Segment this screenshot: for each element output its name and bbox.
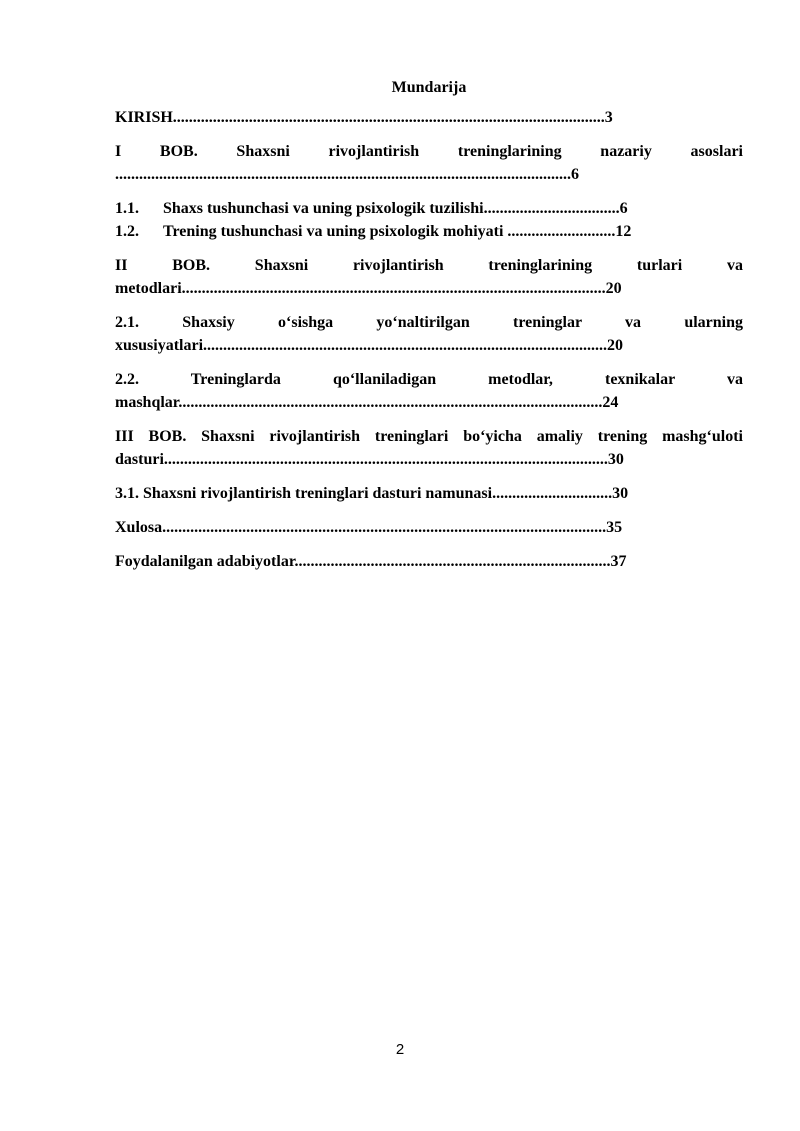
toc-entry-label: Trening tushunchasi va uning psixologik mohiyati ...........................12 (163, 223, 632, 240)
toc-entry-3-1: 3.1. Shaxsni rivojlantirish treninglari dasturi namunasi..............................30 (115, 485, 629, 502)
toc-entry-label: Shaxs tushunchasi va uning psixologik tuzilishi..................................6 (163, 200, 628, 217)
toc-title: Mundarija (391, 79, 467, 96)
toc-entry-number: 1.1. (115, 200, 139, 217)
toc-entry-1-1 (115, 197, 743, 220)
toc-entry-1-2 (115, 220, 743, 243)
toc-entry-number: 1.2. (115, 223, 139, 240)
table-of-contents (115, 76, 743, 573)
toc-entry-chapter-2: II BOB. Shaxsni rivojlantirish treninglarining turlari va metodlari..........................................................................................................20 (115, 257, 743, 297)
toc-entry-chapter-3: III BOB. Shaxsni rivojlantirish treninglari bo‘yicha amaliy trening mashg‘uloti dasturi...............................................................................................................30 (115, 428, 743, 468)
toc-entry-2-2: 2.2. Treninglarda qo‘llaniladigan metodlar, texnikalar va mashqlar..........................................................................................................24 (115, 371, 743, 411)
toc-entry-2-1: 2.1. Shaxsiy o‘sishga yo‘naltirilgan treninglar va ularning xususiyatlari.....................................................................................................20 (115, 314, 743, 354)
toc-entry-chapter-1: I BOB. Shaxsni rivojlantirish treninglarining nazariy asoslari ..................................................................................................................6 (115, 143, 743, 183)
toc-entry-adabiyotlar: Foydalanilgan adabiyotlar...............................................................................37 (115, 553, 627, 570)
toc-entry-xulosa: Xulosa...............................................................................................................35 (115, 519, 623, 536)
toc-entry-kirish: KIRISH............................................................................................................3 (115, 109, 613, 126)
page-number: 2 (395, 1041, 405, 1058)
